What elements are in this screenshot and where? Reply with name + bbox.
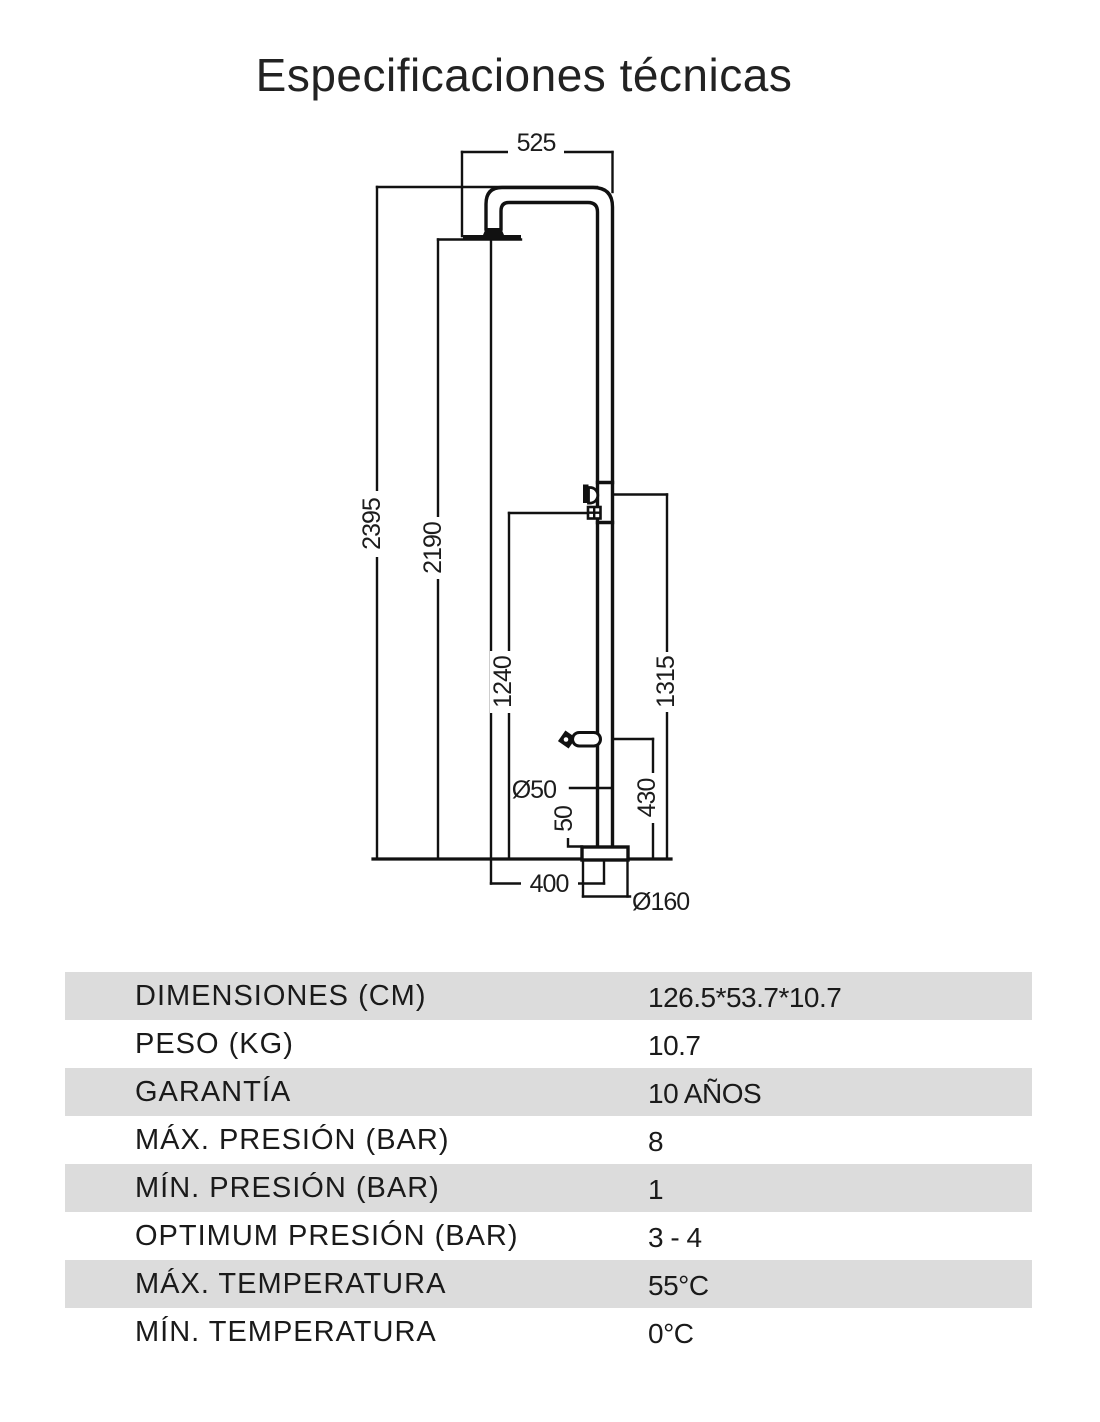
spec-value: 8 <box>648 1126 664 1157</box>
dim-head-offset-label: 400 <box>529 870 569 898</box>
table-row <box>65 1260 1032 1308</box>
table-row <box>65 1068 1032 1116</box>
dim-spout-height-label: 430 <box>632 778 661 818</box>
shower-column <box>463 188 628 861</box>
table-row <box>65 1164 1032 1212</box>
table-row <box>65 1308 1032 1356</box>
shower-arm-inner <box>501 203 598 848</box>
table-row <box>65 1116 1032 1164</box>
spec-value: 0°C <box>648 1318 694 1349</box>
spec-label: MÍN. PRESIÓN (BAR) <box>135 1172 440 1204</box>
dim-base-thickness-label: 50 <box>549 806 578 832</box>
rain-head <box>463 235 521 240</box>
table-row <box>65 1020 1032 1068</box>
spec-label: MÁX. PRESIÓN (BAR) <box>135 1124 450 1156</box>
spec-table <box>65 972 1032 1356</box>
dim-base-diameter-label: Ø160 <box>632 888 690 916</box>
cross-handle <box>588 507 601 519</box>
spec-value: 10 AÑOS <box>648 1078 762 1109</box>
spec-label: DIMENSIONES (CM) <box>135 980 427 1012</box>
spec-value: 1 <box>648 1174 664 1205</box>
spec-label: PESO (KG) <box>135 1028 294 1060</box>
spec-label: OPTIMUM PRESIÓN (BAR) <box>135 1220 519 1252</box>
dim-top-width-label: 525 <box>516 129 556 157</box>
spec-label: MÁX. TEMPERATURA <box>135 1268 447 1300</box>
diverter-knob <box>583 485 598 504</box>
spec-label: MÍN. TEMPERATURA <box>135 1316 437 1348</box>
dimension-labels <box>358 129 690 916</box>
spec-value: 10.7 <box>648 1030 701 1061</box>
page-title: Especificaciones técnicas <box>255 49 793 101</box>
base-plate <box>582 847 628 860</box>
hand-spout <box>558 730 601 748</box>
table-row <box>65 972 1032 1020</box>
dim-total-height-label: 2395 <box>357 498 386 550</box>
dim-mixer-height-label: 1240 <box>488 656 517 708</box>
dim-pipe-diameter-label: Ø50 <box>511 776 556 804</box>
table-row <box>65 1212 1032 1260</box>
dim-head-height-label: 2190 <box>418 522 447 574</box>
dim-outlet-height-label: 1315 <box>651 656 680 708</box>
rain-head-stem <box>483 228 504 235</box>
spec-value: 3 - 4 <box>648 1222 702 1253</box>
spec-value: 126.5*53.7*10.7 <box>648 982 842 1013</box>
spec-label: GARANTÍA <box>135 1076 292 1108</box>
spec-value: 55°C <box>648 1270 709 1301</box>
